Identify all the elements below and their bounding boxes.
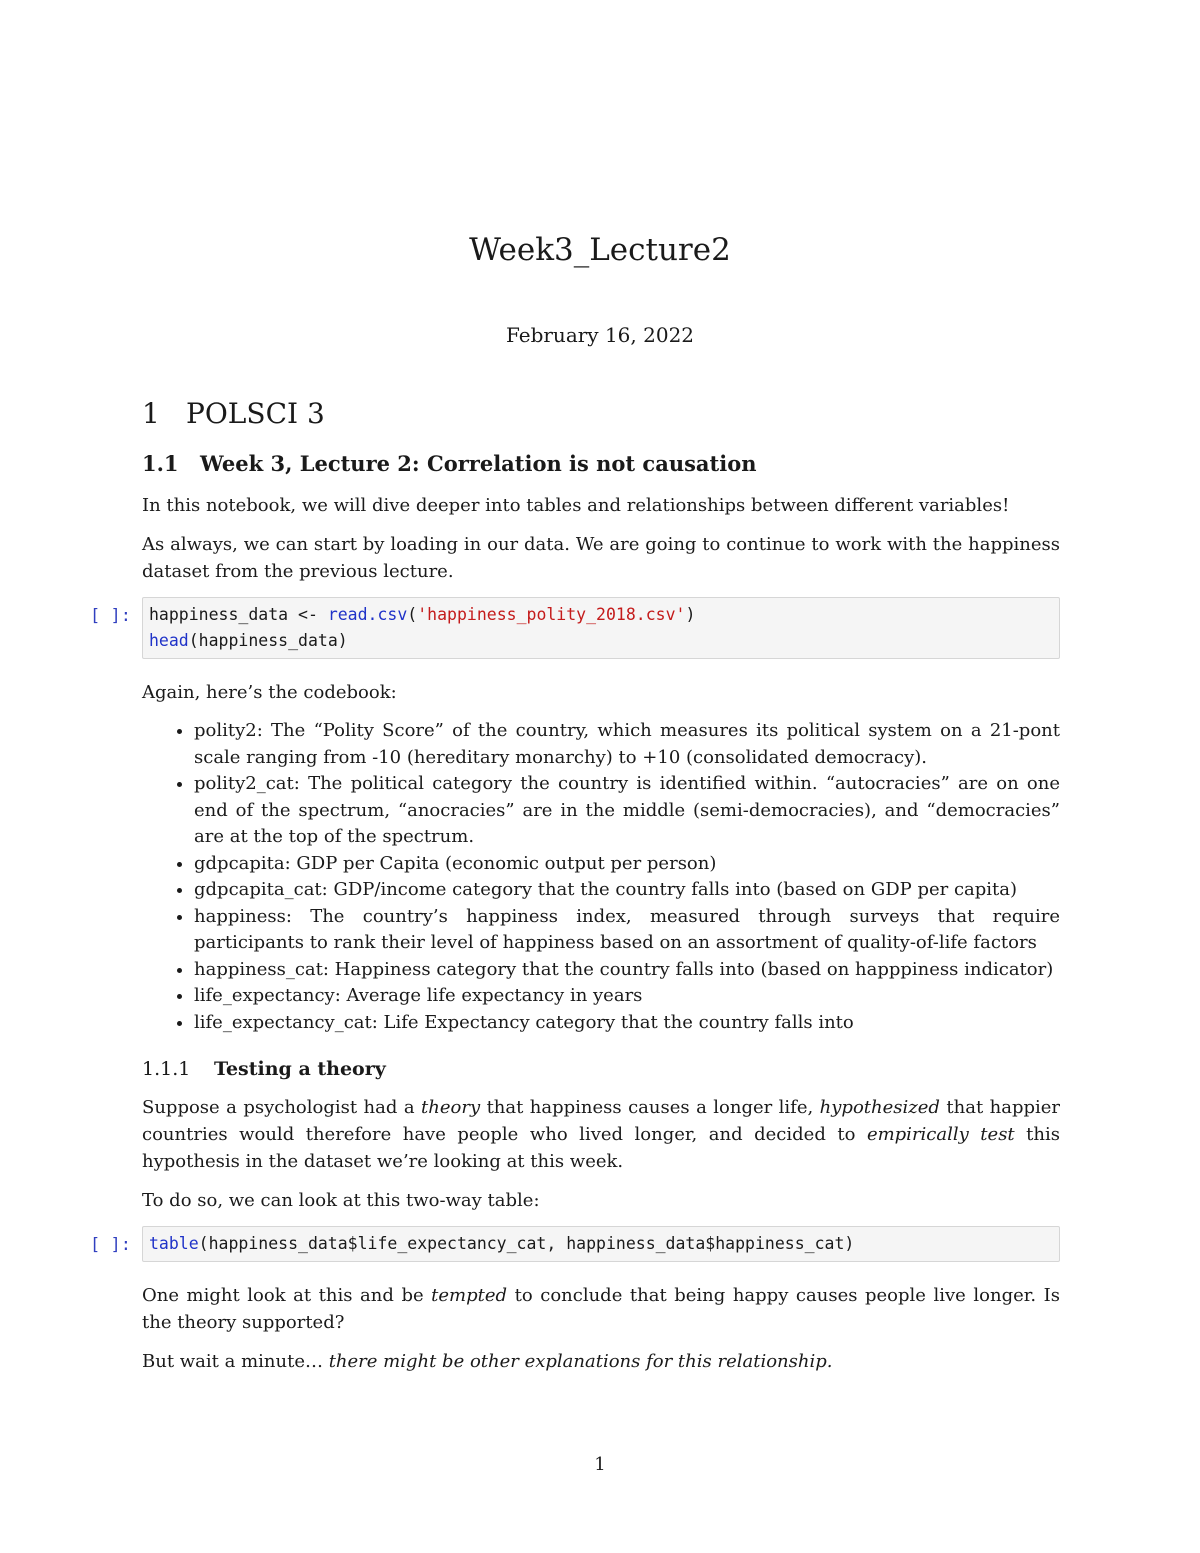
intro-paragraph: In this notebook, we will dive deeper into tables and relationships between different variables! xyxy=(142,495,1010,516)
text-run: that happier countries would therefore have people who lived longer, and decided to xyxy=(142,1097,1061,1145)
subsubsection-heading xyxy=(142,1056,1060,1082)
document-date: February 16, 2022 xyxy=(505,323,695,347)
loading-paragraph: As always, we can start by loading in our data. We are going to continue to work with the happiness dataset from the previous lecture. xyxy=(142,534,1060,582)
section-heading xyxy=(142,396,1060,432)
list-item: • life_expectancy_cat: Life Expectancy category that the country falls into xyxy=(194,1010,1060,1037)
code-function: read.csv xyxy=(327,605,408,624)
code-input[interactable] xyxy=(142,597,1060,659)
code-token: ( xyxy=(407,605,418,624)
tempted-paragraph xyxy=(142,1282,1060,1336)
subsection-heading xyxy=(142,450,1060,478)
code-token: (happiness_data$life_expectancy_cat, happiness_data$happiness_cat) xyxy=(198,1234,855,1253)
subsubsection-number: 1.1.1 xyxy=(142,1058,191,1080)
codebook-intro: Again, here’s the codebook: xyxy=(142,682,397,703)
list-item: • polity2_cat: The political category the country is identified within. “autocracies” are on one end of the spectrum, “anocracies” are in the middle (semi-democracies), and “democracies” are at the top of the spectrum. xyxy=(194,771,1060,851)
text-run: Suppose a psychologist had a xyxy=(142,1097,422,1118)
text-run: One might look at this and be xyxy=(142,1285,432,1306)
emphasis: there might be other explanations for this relationship. xyxy=(328,1351,833,1372)
text-run: to conclude that being happy causes people live longer. Is the theory supported? xyxy=(142,1285,1060,1333)
subsection-number: 1.1 xyxy=(142,451,179,476)
code-token: ) xyxy=(685,605,696,624)
list-item: • gdpcapita_cat: GDP/income category that the country falls into (based on GDP per capita) xyxy=(194,877,1060,904)
subsubsection-title: Testing a theory xyxy=(214,1058,386,1080)
emphasis: hypothesized xyxy=(819,1097,940,1118)
text-run: that happiness causes a longer life, xyxy=(480,1097,820,1118)
code-token: (happiness_data) xyxy=(188,631,348,650)
code-token: happiness_data <- xyxy=(149,605,328,624)
document-title: Week3_Lecture2 xyxy=(469,232,731,268)
code-function: head xyxy=(149,631,189,650)
code-input[interactable] xyxy=(142,1226,1060,1262)
list-item: • polity2: The “Polity Score” of the country, which measures its political system on a 21-pont scale ranging from -10 (hereditary monarchy) to +10 (consolidated democracy). xyxy=(194,718,1060,771)
text-run: But wait a minute… xyxy=(142,1351,329,1372)
page-number: 1 xyxy=(594,1454,606,1475)
cell-prompt: [ ]: xyxy=(90,606,131,626)
emphasis: theory xyxy=(421,1097,481,1118)
text-run: this hypothesis in the dataset we’re looking at this week. xyxy=(142,1124,1061,1172)
code-cell-2[interactable] xyxy=(90,1226,1060,1262)
list-item: • gdpcapita: GDP per Capita (economic output per person) xyxy=(194,851,1060,878)
code-string: 'happiness_polity_2018.csv' xyxy=(417,605,686,624)
todo-paragraph: To do so, we can look at this two-way table: xyxy=(142,1190,540,1211)
emphasis: empirically test xyxy=(866,1124,1015,1145)
list-item: • life_expectancy: Average life expectancy in years xyxy=(194,983,1060,1010)
emphasis: tempted xyxy=(431,1285,508,1306)
section-number: 1 xyxy=(142,397,160,430)
subsection-title: Week 3, Lecture 2: Correlation is not causation xyxy=(200,451,757,476)
cell-prompt: [ ]: xyxy=(90,1235,131,1255)
wait-paragraph xyxy=(142,1348,1060,1375)
code-cell-1[interactable] xyxy=(90,597,1060,659)
list-item: • happiness: The country’s happiness index, measured through surveys that require participants to rank their level of happiness based on an assortment of quality-of-life factors xyxy=(194,904,1060,957)
codebook-list xyxy=(142,718,1060,1036)
document-body xyxy=(90,396,1061,1387)
code-function: table xyxy=(149,1234,199,1253)
section-title: POLSCI 3 xyxy=(186,397,325,430)
theory-paragraph xyxy=(142,1094,1060,1175)
list-item: • happiness_cat: Happiness category that the country falls into (based on happpiness indicator) xyxy=(194,957,1060,984)
